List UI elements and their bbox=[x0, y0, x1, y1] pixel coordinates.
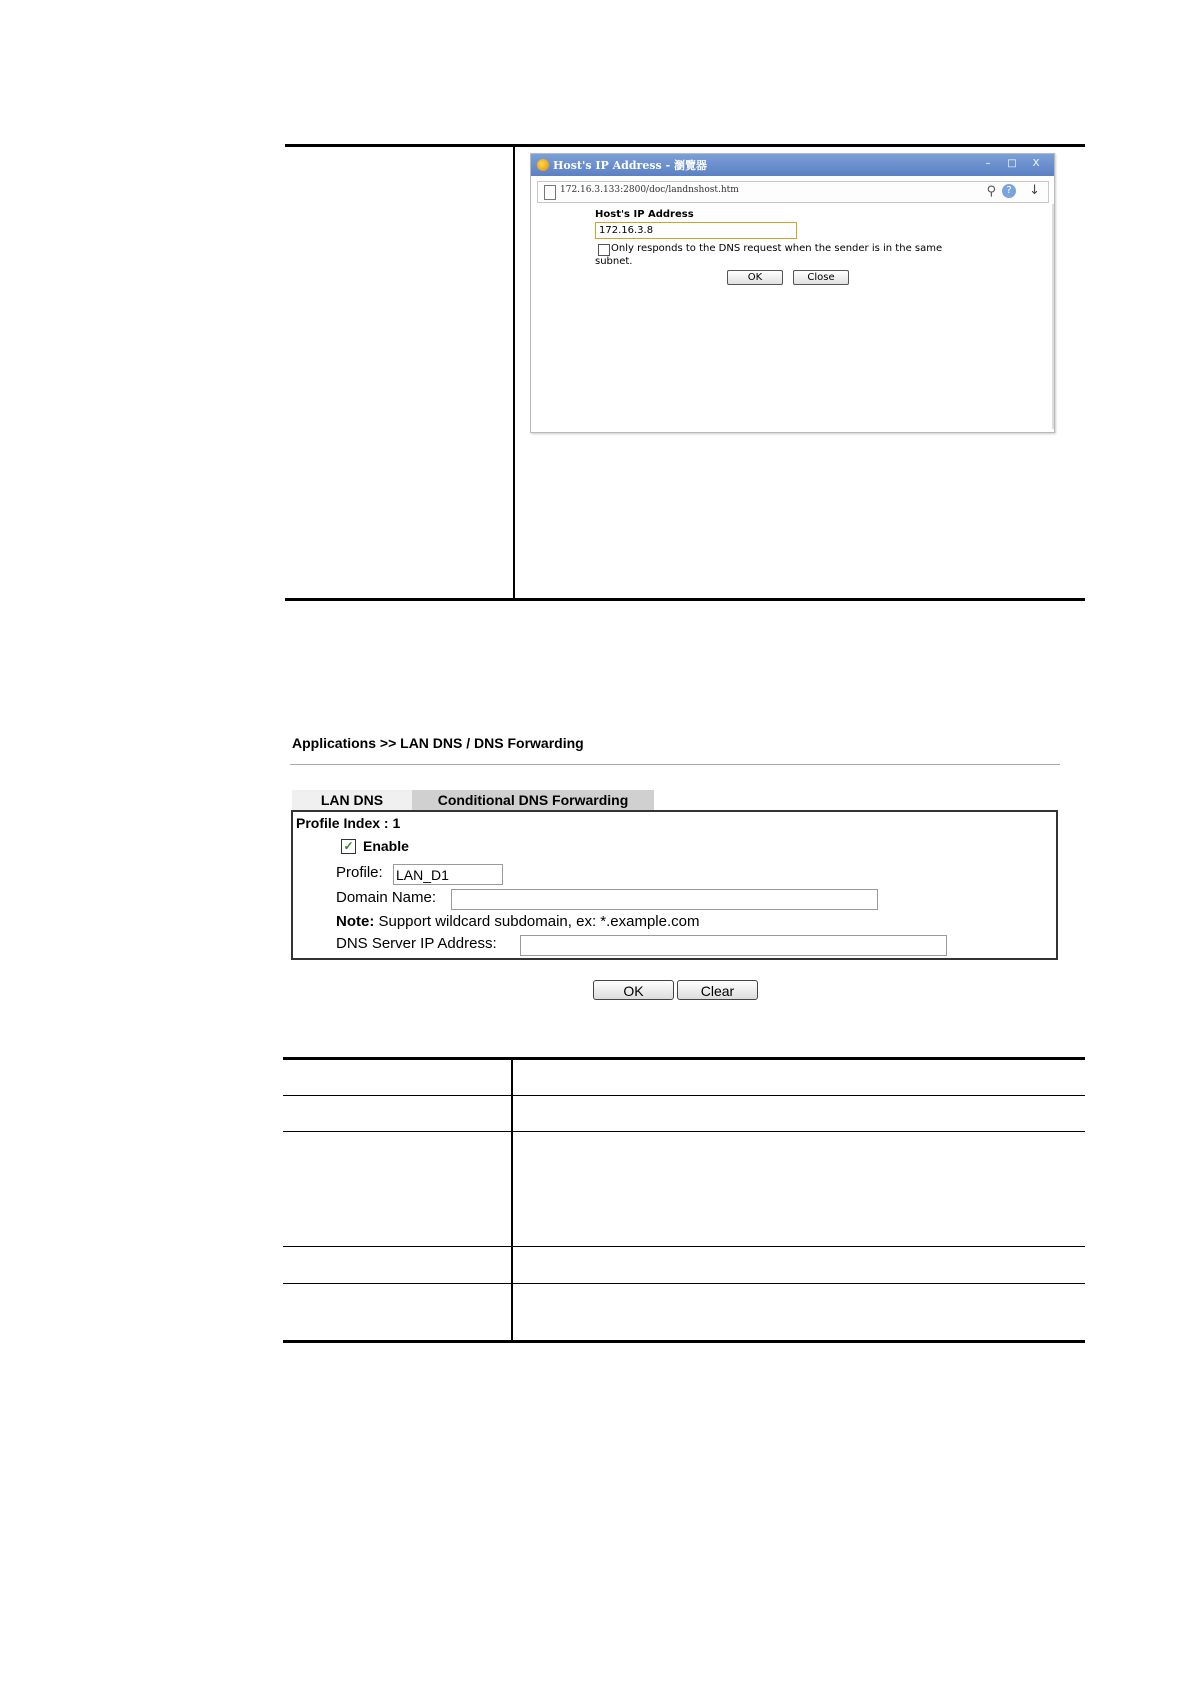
note-text: Support wildcard subdomain, ex: *.example.com bbox=[374, 913, 700, 930]
conditional-forwarding-panel bbox=[291, 810, 1058, 960]
note-label: Note: bbox=[336, 913, 375, 930]
table-top-rule bbox=[285, 144, 1085, 147]
popup-title: Host's IP Address - 瀏覽器 bbox=[553, 159, 707, 172]
tab-conditional-dns-forwarding[interactable]: Conditional DNS Forwarding bbox=[412, 790, 654, 810]
table-row-divider bbox=[283, 1131, 1085, 1132]
dns-server-ip-label: DNS Server IP Address: bbox=[336, 935, 497, 952]
table-top-rule bbox=[283, 1057, 1085, 1060]
profile-label: Profile: bbox=[336, 864, 383, 881]
table-row-divider bbox=[283, 1246, 1085, 1247]
minimize-button[interactable]: – bbox=[985, 158, 991, 169]
host-ip-input[interactable]: 172.16.3.8 bbox=[595, 222, 797, 239]
table-bottom-rule bbox=[285, 598, 1085, 601]
address-bar[interactable] bbox=[537, 181, 1049, 203]
same-subnet-label bbox=[595, 242, 975, 268]
table-row-divider bbox=[283, 1095, 1085, 1096]
popup-close-button[interactable]: Close bbox=[793, 270, 849, 285]
clear-button[interactable]: Clear bbox=[677, 980, 758, 1000]
page-icon bbox=[544, 185, 556, 200]
table-column-divider bbox=[513, 144, 515, 600]
enable-checkbox[interactable] bbox=[341, 839, 356, 854]
table-bottom-rule bbox=[283, 1340, 1085, 1343]
info-icon[interactable]: ? bbox=[1002, 184, 1016, 198]
table-column-divider bbox=[511, 1057, 513, 1343]
wildcard-note bbox=[336, 913, 700, 930]
browser-icon bbox=[537, 159, 549, 171]
dns-server-ip-input[interactable] bbox=[520, 935, 947, 956]
tab-lan-dns[interactable]: LAN DNS bbox=[292, 790, 412, 810]
bottom-description-table bbox=[283, 1057, 1085, 1343]
window-controls bbox=[976, 156, 1048, 171]
enable-label: Enable bbox=[363, 838, 409, 854]
host-ip-label: Host's IP Address bbox=[595, 209, 694, 220]
close-window-button[interactable]: X bbox=[1032, 158, 1040, 169]
popup-titlebar[interactable] bbox=[531, 154, 1054, 176]
address-url[interactable]: 172.16.3.133:2800/doc/landnshost.htm bbox=[560, 185, 739, 195]
domain-name-label: Domain Name: bbox=[336, 889, 437, 906]
checkmark-icon: ✓ bbox=[343, 839, 354, 853]
maximize-button[interactable]: □ bbox=[1007, 158, 1017, 169]
table-row-divider bbox=[283, 1283, 1085, 1284]
breadcrumb: Applications >> LAN DNS / DNS Forwarding bbox=[292, 735, 584, 751]
popup-scroll-edge bbox=[1052, 204, 1054, 429]
search-icon[interactable]: ⚲ bbox=[986, 184, 996, 199]
profile-index: Profile Index : 1 bbox=[296, 815, 401, 831]
host-ip-popup-window bbox=[530, 153, 1055, 433]
breadcrumb-divider bbox=[290, 764, 1060, 765]
ok-button[interactable]: OK bbox=[593, 980, 674, 1000]
popup-ok-button[interactable]: OK bbox=[727, 270, 783, 285]
download-icon[interactable]: ↓ bbox=[1029, 183, 1040, 198]
domain-name-input[interactable] bbox=[451, 889, 878, 910]
same-subnet-label-text: Only responds to the DNS request when the sender is in the same subnet. bbox=[595, 243, 943, 267]
profile-input[interactable]: LAN_D1 bbox=[393, 864, 503, 885]
